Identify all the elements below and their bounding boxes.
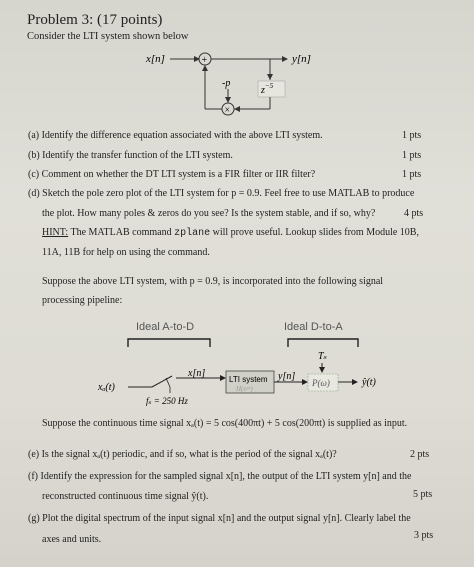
- question-d-line1: (d) Sketch the pole zero plot of the LTI system for p = 0.9. Feel free to use MATLAB to produce: [28, 188, 415, 199]
- gain-label: -p: [222, 78, 231, 89]
- zplane-command: zplane: [174, 228, 211, 239]
- d2a-label: Ideal D-to-A: [284, 321, 343, 333]
- pipeline-input: xₐ(t): [98, 382, 115, 393]
- question-e: (e) Is the signal xₐ(t) periodic, and if so, what is the period of the signal xₐ(t)?: [28, 449, 337, 460]
- lti-system-response: H(eʲʷ): [236, 385, 253, 393]
- question-a: (a) Identify the difference equation associated with the above LTI system.: [28, 130, 323, 141]
- question-b-points: 1 pts: [402, 150, 422, 161]
- pipeline-intro-1: Suppose the above LTI system, with p = 0.9, is incorporated into the following signal: [42, 276, 384, 287]
- question-a-points: 1 pts: [402, 130, 422, 141]
- a2d-label: Ideal A-to-D: [136, 321, 195, 333]
- pipeline-intro-2: processing pipeline:: [42, 295, 123, 306]
- question-f-line2: reconstructed continuous time signal ŷ(t).: [42, 491, 209, 502]
- question-f-points: 5 pts: [413, 489, 433, 500]
- pipeline-output: ŷ(t): [362, 377, 376, 388]
- adder-symbol: +: [201, 55, 208, 66]
- diagram-input-label: x[n]: [146, 53, 165, 65]
- hint-label: HINT:: [42, 227, 69, 238]
- question-g-line1: (g) Plot the digital spectrum of the input signal x[n] and the output signal y[n]. Clearly label the: [28, 513, 411, 524]
- delay-exponent: −5: [264, 82, 274, 90]
- question-d-hint: HINT: The MATLAB command zplane will prove useful. Lookup slides from Module 10B,: [42, 227, 419, 239]
- question-b: (b) Identify the transfer function of the LTI system.: [28, 150, 233, 161]
- question-d-points: 4 pts: [404, 208, 424, 219]
- delay-label: $z^{-5}$: [261, 82, 274, 96]
- question-g-points: 3 pts: [414, 530, 434, 541]
- question-c: (c) Comment on whether the DT LTI system is a FIR filter or IIR filter?: [28, 169, 316, 180]
- sampling-rate: fₛ = 250 Hz: [146, 396, 188, 406]
- lti-block-diagram: [130, 46, 330, 120]
- pipeline-sampled: x[n]: [188, 368, 206, 379]
- pipeline-diagram: [90, 316, 400, 410]
- reconstruction-period: Tₛ: [318, 351, 327, 362]
- lti-output: y[n]: [278, 371, 296, 382]
- lti-system-label: LTI system: [229, 375, 268, 384]
- reconstruction-filter: P(ω): [312, 378, 330, 388]
- problem-title: Problem 3: (17 points): [27, 12, 163, 28]
- question-f-line1: (f) Identify the expression for the sampled signal x[n], the output of the LTI system y[n] and the: [28, 471, 412, 482]
- question-d-line2: the plot. How many poles & zeros do you see? Is the system stable, and if so, why?: [42, 208, 376, 219]
- question-d-hint-line2: 11A, 11B for help on using the command.: [42, 247, 210, 258]
- question-g-line2: axes and units.: [42, 534, 102, 545]
- question-e-points: 2 pts: [410, 449, 430, 460]
- question-c-points: 1 pts: [402, 169, 422, 180]
- multiplier-symbol: ×: [224, 105, 231, 116]
- signal-statement: Suppose the continuous time signal xₐ(t) = 5 cos(400πt) + 5 cos(200πt) is supplied as input.: [42, 418, 408, 429]
- diagram-output-label: y[n]: [292, 53, 311, 65]
- problem-subtitle: Consider the LTI system shown below: [27, 31, 189, 42]
